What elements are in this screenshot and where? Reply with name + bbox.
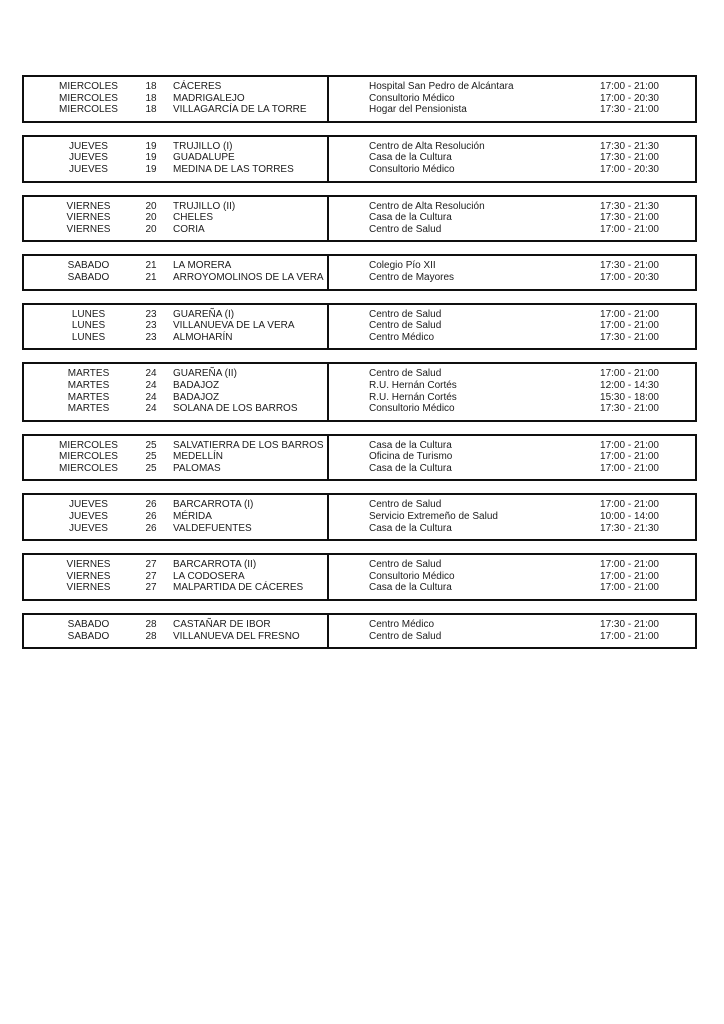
schedule-page xyxy=(22,75,697,661)
time-cell: 17:00 - 20:30 xyxy=(600,92,659,104)
column-divider xyxy=(327,197,329,241)
place-cell: SOLANA DE LOS BARROS xyxy=(173,403,298,415)
venue-cell: Centro de Salud xyxy=(369,630,442,642)
time-cell: 17:30 - 21:00 xyxy=(600,331,659,343)
place-cell: ALMOHARÍN xyxy=(173,331,233,343)
place-cell: CASTAÑAR DE IBOR xyxy=(173,619,271,631)
place-cell: TRUJILLO (II) xyxy=(173,200,236,212)
place-cell: SALVATIERRA DE LOS BARROS xyxy=(173,439,324,451)
schedule-group xyxy=(22,553,697,601)
date-cell: 20 xyxy=(145,212,157,224)
place-cell: CORIA xyxy=(173,223,205,235)
column-divider xyxy=(327,305,329,349)
schedule-row xyxy=(24,380,695,392)
time-cell: 17:00 - 21:00 xyxy=(600,439,659,451)
venue-cell: Casa de la Cultura xyxy=(369,439,452,451)
date-cell: 21 xyxy=(145,260,157,272)
time-cell: 17:00 - 21:00 xyxy=(600,368,659,380)
place-cell: VALDEFUENTES xyxy=(173,522,252,534)
date-cell: 19 xyxy=(145,163,157,175)
day-cell: JUEVES xyxy=(69,163,108,175)
schedule-group xyxy=(22,195,697,243)
place-cell: MEDINA DE LAS TORRES xyxy=(173,163,294,175)
schedule-group xyxy=(22,613,697,649)
venue-cell: Centro Médico xyxy=(369,619,435,631)
schedule-row xyxy=(24,332,695,344)
day-cell: SABADO xyxy=(67,619,110,631)
day-cell: JUEVES xyxy=(69,140,108,152)
day-cell: SABADO xyxy=(67,260,110,272)
date-cell: 25 xyxy=(145,451,157,463)
schedule-row xyxy=(24,499,695,511)
venue-cell: Servicio Extremeño de Salud xyxy=(369,511,498,523)
day-cell: MIERCOLES xyxy=(59,451,118,463)
day-cell: MARTES xyxy=(67,368,110,380)
place-cell: BARCARROTA (II) xyxy=(173,559,257,571)
venue-cell: Centro de Salud xyxy=(369,308,442,320)
date-cell: 27 xyxy=(145,559,157,571)
time-cell: 17:30 - 21:00 xyxy=(600,152,659,164)
venue-cell: Colegio Pío XII xyxy=(369,260,436,272)
column-divider xyxy=(327,137,329,181)
venue-cell: Hogar del Pensionista xyxy=(369,104,467,116)
time-cell: 17:30 - 21:00 xyxy=(600,104,659,116)
date-cell: 18 xyxy=(145,81,157,92)
day-cell: MARTES xyxy=(67,391,110,403)
date-cell: 19 xyxy=(145,152,157,164)
venue-cell: Centro de Alta Resolución xyxy=(369,140,485,152)
day-cell: VIERNES xyxy=(66,223,111,235)
day-cell: VIERNES xyxy=(66,570,111,582)
schedule-row xyxy=(24,141,695,153)
time-cell: 17:30 - 21:00 xyxy=(600,619,659,631)
place-cell: BADAJOZ xyxy=(173,379,220,391)
schedule-row xyxy=(24,152,695,164)
venue-cell: Centro de Salud xyxy=(369,499,442,511)
column-divider xyxy=(327,555,329,599)
schedule-row xyxy=(24,201,695,213)
day-cell: MIERCOLES xyxy=(59,439,118,451)
place-cell: MADRIGALEJO xyxy=(173,92,245,104)
day-cell: VIERNES xyxy=(66,200,111,212)
time-cell: 17:00 - 21:00 xyxy=(600,559,659,571)
day-cell: MIERCOLES xyxy=(59,462,118,474)
date-cell: 26 xyxy=(145,499,157,511)
schedule-group xyxy=(22,75,697,123)
schedule-row xyxy=(24,309,695,321)
date-cell: 18 xyxy=(145,104,157,116)
venue-cell: Casa de la Cultura xyxy=(369,152,452,164)
time-cell: 17:00 - 21:00 xyxy=(600,223,659,235)
place-cell: MÉRIDA xyxy=(173,511,212,523)
column-divider xyxy=(327,436,329,480)
date-cell: 23 xyxy=(145,320,157,332)
place-cell: BADAJOZ xyxy=(173,391,220,403)
day-cell: VIERNES xyxy=(66,582,111,594)
schedule-row xyxy=(24,81,695,93)
place-cell: MALPARTIDA DE CÁCERES xyxy=(173,582,304,594)
time-cell: 17:00 - 21:00 xyxy=(600,499,659,511)
schedule-row xyxy=(24,511,695,523)
place-cell: TRUJILLO (I) xyxy=(173,140,233,152)
time-cell: 10:00 - 14:00 xyxy=(600,511,659,523)
day-cell: SABADO xyxy=(67,271,110,283)
place-cell: GUAREÑA (I) xyxy=(173,308,235,320)
place-cell: VILLANUEVA DE LA VERA xyxy=(173,320,295,332)
venue-cell: Centro de Alta Resolución xyxy=(369,200,485,212)
place-cell: BARCARROTA (I) xyxy=(173,499,254,511)
schedule-row xyxy=(24,463,695,475)
place-cell: PALOMAS xyxy=(173,462,221,474)
time-cell: 15:30 - 18:00 xyxy=(600,391,659,403)
venue-cell: R.U. Hernán Cortés xyxy=(369,391,457,403)
time-cell: 17:30 - 21:30 xyxy=(600,522,659,534)
schedule-row xyxy=(24,272,695,284)
place-cell: VILLANUEVA DEL FRESNO xyxy=(173,630,300,642)
time-cell: 17:00 - 21:00 xyxy=(600,570,659,582)
schedule-group xyxy=(22,434,697,482)
time-cell: 17:00 - 20:30 xyxy=(600,271,659,283)
schedule-row xyxy=(24,320,695,332)
schedule-row xyxy=(24,631,695,643)
date-cell: 27 xyxy=(145,570,157,582)
date-cell: 28 xyxy=(145,619,157,631)
place-cell: GUADALUPE xyxy=(173,152,235,164)
day-cell: MIERCOLES xyxy=(59,81,118,92)
date-cell: 25 xyxy=(145,462,157,474)
venue-cell: Centro de Salud xyxy=(369,368,442,380)
venue-cell: Centro de Salud xyxy=(369,223,442,235)
time-cell: 17:00 - 21:00 xyxy=(600,462,659,474)
date-cell: 24 xyxy=(145,368,157,380)
place-cell: MEDELLÍN xyxy=(173,451,224,463)
date-cell: 25 xyxy=(145,439,157,451)
place-cell: CHELES xyxy=(173,212,214,224)
date-cell: 24 xyxy=(145,391,157,403)
schedule-row xyxy=(24,392,695,404)
schedule-row xyxy=(24,619,695,631)
day-cell: JUEVES xyxy=(69,522,108,534)
schedule-group xyxy=(22,362,697,421)
place-cell: VILLAGARCÍA DE LA TORRE xyxy=(173,104,307,116)
venue-cell: Hospital San Pedro de Alcántara xyxy=(369,81,514,92)
time-cell: 17:30 - 21:30 xyxy=(600,200,659,212)
column-divider xyxy=(327,495,329,539)
time-cell: 17:30 - 21:00 xyxy=(600,403,659,415)
place-cell: LA CODOSERA xyxy=(173,570,245,582)
column-divider xyxy=(327,77,329,121)
venue-cell: Consultorio Médico xyxy=(369,92,455,104)
date-cell: 24 xyxy=(145,379,157,391)
column-divider xyxy=(327,364,329,419)
day-cell: JUEVES xyxy=(69,499,108,511)
day-cell: MIERCOLES xyxy=(59,104,118,116)
venue-cell: Casa de la Cultura xyxy=(369,522,452,534)
schedule-row xyxy=(24,93,695,105)
day-cell: SABADO xyxy=(67,630,110,642)
schedule-group xyxy=(22,493,697,541)
schedule-row xyxy=(24,164,695,176)
time-cell: 17:00 - 21:00 xyxy=(600,320,659,332)
time-cell: 17:00 - 20:30 xyxy=(600,163,659,175)
date-cell: 24 xyxy=(145,403,157,415)
schedule-row xyxy=(24,559,695,571)
date-cell: 27 xyxy=(145,582,157,594)
venue-cell: Consultorio Médico xyxy=(369,163,455,175)
date-cell: 23 xyxy=(145,308,157,320)
column-divider xyxy=(327,256,329,288)
date-cell: 19 xyxy=(145,140,157,152)
time-cell: 17:00 - 21:00 xyxy=(600,451,659,463)
schedule-group xyxy=(22,303,697,351)
day-cell: LUNES xyxy=(71,320,106,332)
time-cell: 17:30 - 21:00 xyxy=(600,260,659,272)
venue-cell: Centro de Salud xyxy=(369,559,442,571)
time-cell: 17:00 - 21:00 xyxy=(600,81,659,92)
time-cell: 12:00 - 14:30 xyxy=(600,379,659,391)
date-cell: 21 xyxy=(145,271,157,283)
venue-cell: Consultorio Médico xyxy=(369,570,455,582)
time-cell: 17:00 - 21:00 xyxy=(600,308,659,320)
schedule-row xyxy=(24,403,695,415)
schedule-row xyxy=(24,104,695,116)
schedule-row xyxy=(24,571,695,583)
schedule-row xyxy=(24,224,695,236)
place-cell: ARROYOMOLINOS DE LA VERA xyxy=(173,271,324,283)
day-cell: VIERNES xyxy=(66,212,111,224)
schedule-group xyxy=(22,254,697,290)
date-cell: 20 xyxy=(145,200,157,212)
day-cell: JUEVES xyxy=(69,511,108,523)
schedule-row xyxy=(24,212,695,224)
day-cell: LUNES xyxy=(71,331,106,343)
schedule-row xyxy=(24,260,695,272)
venue-cell: Centro de Salud xyxy=(369,320,442,332)
date-cell: 18 xyxy=(145,92,157,104)
day-cell: VIERNES xyxy=(66,559,111,571)
date-cell: 20 xyxy=(145,223,157,235)
venue-cell: Casa de la Cultura xyxy=(369,582,452,594)
schedule-group xyxy=(22,135,697,183)
time-cell: 17:30 - 21:00 xyxy=(600,212,659,224)
venue-cell: Consultorio Médico xyxy=(369,403,455,415)
venue-cell: Oficina de Turismo xyxy=(369,451,453,463)
schedule-row xyxy=(24,440,695,452)
schedule-row xyxy=(24,582,695,594)
time-cell: 17:00 - 21:00 xyxy=(600,582,659,594)
date-cell: 26 xyxy=(145,522,157,534)
place-cell: GUAREÑA (II) xyxy=(173,368,237,380)
venue-cell: Casa de la Cultura xyxy=(369,462,452,474)
day-cell: JUEVES xyxy=(69,152,108,164)
place-cell: LA MORERA xyxy=(173,260,232,272)
venue-cell: Centro Médico xyxy=(369,331,435,343)
date-cell: 26 xyxy=(145,511,157,523)
place-cell: CÁCERES xyxy=(173,81,222,92)
date-cell: 23 xyxy=(145,331,157,343)
venue-cell: Centro de Mayores xyxy=(369,271,455,283)
day-cell: MIERCOLES xyxy=(59,92,118,104)
schedule-row xyxy=(24,451,695,463)
time-cell: 17:00 - 21:00 xyxy=(600,630,659,642)
day-cell: MARTES xyxy=(67,379,110,391)
time-cell: 17:30 - 21:30 xyxy=(600,140,659,152)
venue-cell: Casa de la Cultura xyxy=(369,212,452,224)
venue-cell: R.U. Hernán Cortés xyxy=(369,379,457,391)
column-divider xyxy=(327,615,329,647)
date-cell: 28 xyxy=(145,630,157,642)
schedule-row xyxy=(24,368,695,380)
schedule-row xyxy=(24,523,695,535)
day-cell: LUNES xyxy=(71,308,106,320)
day-cell: MARTES xyxy=(67,403,110,415)
